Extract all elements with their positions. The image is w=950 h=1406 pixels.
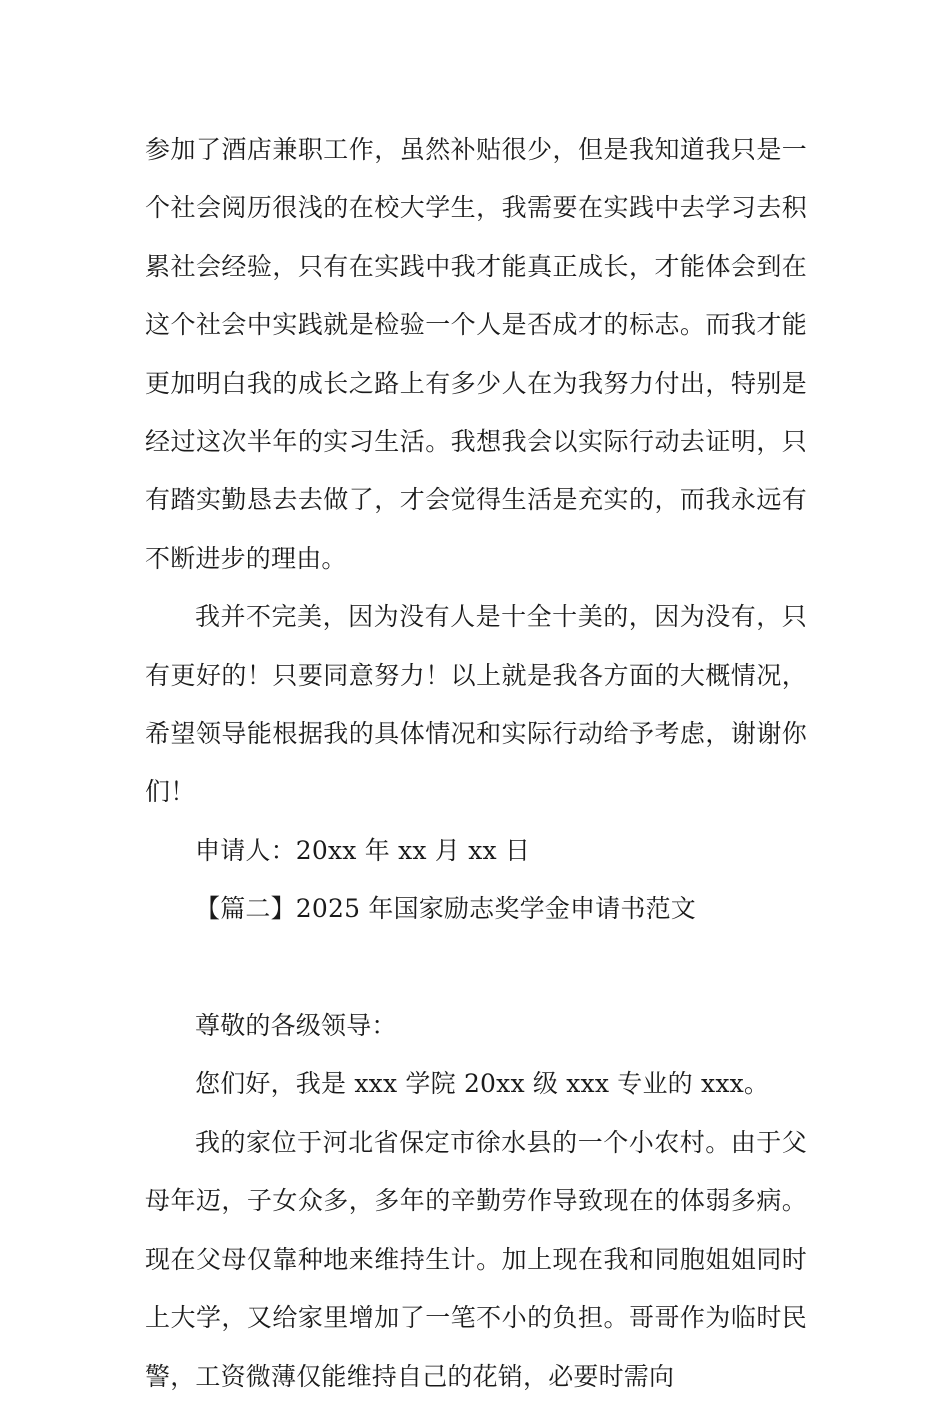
body-paragraph: 参加了酒店兼职工作，虽然补贴很少，但是我知道我只是一个社会阅历很浅的在校大学生，我需要在实践中去学习去积累社会经验，只有在实践中我才能真正成长，才能体会到在这个社会中实践就是检验一个人是否成才的标志。而我才能更加明白我的成长之路上有多少人在为我努力付出，特别是经过这次半年的实习生活。我想我会以实际行动去证明，只有踏实勤恳去去做了，才会觉得生活是充实的，而我永远有不断进步的理由。 — [145, 135, 807, 573]
document-body — [145, 121, 807, 1406]
applicant-signature-line: 申请人：20xx 年 xx 月 xx 日 — [195, 835, 531, 865]
body-paragraph: 我的家位于河北省保定市徐水县的一个小农村。由于父母年迈，子女众多，多年的辛勤劳作导致现在的体弱多病。现在父母仅靠种地来维持生计。加上现在我和同胞姐姐同时上大学，又给家里增加了一笔不小的负担。哥哥作为临时民警，工资微薄仅能维持自己的花销，必要时需向 — [145, 1127, 807, 1391]
body-paragraph: 我并不完美，因为没有人是十全十美的，因为没有，只有更好的！只要同意努力！以上就是我各方面的大概情况，希望领导能根据我的具体情况和实际行动给予考虑，谢谢你们！ — [145, 602, 807, 807]
section-heading: 【篇二】2025 年国家励志奖学金申请书范文 — [195, 894, 696, 924]
greeting-paragraph: 您们好，我是 xxx 学院 20xx 级 xxx 专业的 xxx。 — [195, 1069, 770, 1099]
salutation: 尊敬的各级领导： — [195, 1011, 397, 1041]
blank-line — [145, 939, 807, 997]
